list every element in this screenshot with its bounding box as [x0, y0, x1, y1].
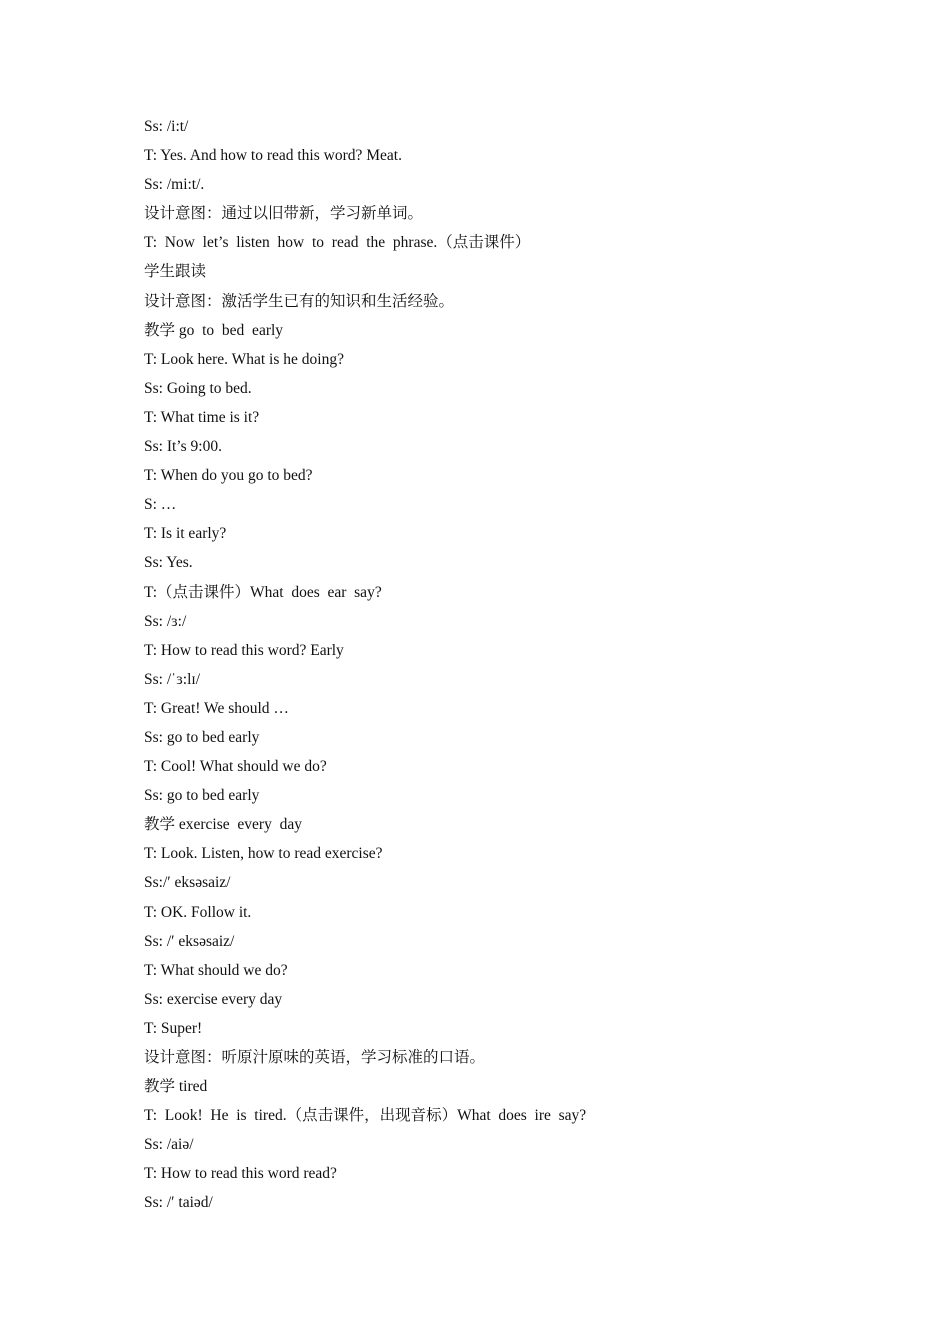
design-intent-line: 设计意图：激活学生已有的知识和生活经验。	[144, 292, 455, 310]
text-line: 学生跟读	[144, 263, 207, 281]
text-line: T: What time is it?	[144, 408, 260, 426]
text-line: Ss: go to bed early	[144, 728, 260, 746]
text-line: Ss: /ˈɜ:lɪ/	[144, 670, 201, 688]
text-line: S: …	[144, 496, 177, 514]
section-heading: 教学 exercise every day	[144, 816, 302, 834]
section-heading: 教学 go to bed early	[144, 321, 284, 339]
text-line: T:（点击课件）What does ear say?	[144, 583, 382, 601]
text-line: Ss: /aiə/	[144, 1136, 194, 1154]
text-line: Ss: /mi:t/.	[144, 176, 205, 194]
text-line: T: When do you go to bed?	[144, 467, 313, 485]
text-line: Ss:/′ eksəsaiz/	[144, 874, 231, 892]
text-line: T: Great! We should …	[144, 699, 289, 717]
design-intent-line: 设计意图：通过以旧带新，学习新单词。	[144, 205, 424, 223]
text-line: Ss: Yes.	[144, 554, 193, 572]
text-line: T: Yes. And how to read this word? Meat.	[144, 147, 402, 165]
text-line: T: Is it early?	[144, 525, 227, 543]
text-line: Ss: It’s 9:00.	[144, 438, 222, 456]
text-line: Ss: /′ taiəd/	[144, 1194, 213, 1212]
text-line: T: Cool! What should we do?	[144, 758, 327, 776]
text-line: Ss: /ɜ:/	[144, 612, 187, 630]
text-line: Ss: /i:t/	[144, 118, 189, 135]
text-line: T: How to read this word read?	[144, 1165, 337, 1183]
section-heading: 教学 tired	[144, 1078, 208, 1096]
text-line: T: Look! He is tired.（点击课件，出现音标）What does ire say?	[144, 1107, 587, 1125]
text-line: Ss: go to bed early	[144, 787, 260, 805]
text-line: T: Look here. What is he doing?	[144, 350, 344, 368]
text-line: Ss: exercise every day	[144, 990, 283, 1008]
text-line: Ss: /′ eksəsaiz/	[144, 932, 235, 950]
document-body	[144, 112, 864, 1218]
text-line: T: How to read this word? Early	[144, 641, 344, 659]
text-line: T: Now let’s listen how to read the phrase.（点击课件）	[144, 234, 531, 252]
design-intent-line: 设计意图：听原汁原味的英语，学习标准的口语。	[144, 1049, 486, 1066]
text-line: T: What should we do?	[144, 961, 288, 979]
text-line: T: Super!	[144, 1019, 203, 1037]
text-line: Ss: Going to bed.	[144, 379, 252, 397]
text-line: T: Look. Listen, how to read exercise?	[144, 845, 383, 863]
text-line: T: OK. Follow it.	[144, 903, 252, 921]
